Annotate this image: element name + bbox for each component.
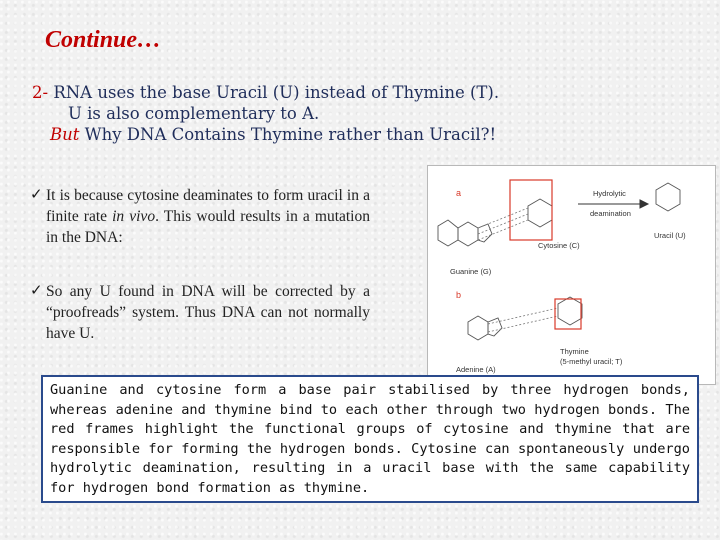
figure-caption: Guanine and cytosine form a base pair stabilised by three hydrogen bonds, whereas adenine and thymine bind to each other through two hydrogen bonds. The red frames highlight the functional groups of cytosine and thymine that are responsible for forming the hydrogen bonds. Cytosine can spontaneously undergo hydrolytic deamination, resulting in a uracil base with the same capability for hydrogen bond formation as thymine.: [41, 375, 699, 503]
checkmark-icon: ✓: [30, 187, 43, 203]
cytosine-red-frame: [510, 180, 552, 240]
point-line1-text: RNA uses the base Uracil (U) instead of Thymine (T).: [48, 83, 500, 102]
bullet-text-italic: in vivo: [112, 208, 156, 225]
bullet-text: [30, 185, 370, 248]
uracil-ring: [656, 183, 680, 211]
panel-a-label: a: [456, 188, 462, 198]
label-cytosine: Cytosine (C): [538, 241, 580, 250]
point-line-3: [32, 124, 552, 145]
label-guanine: Guanine (G): [450, 267, 492, 276]
label-uracil: Uracil (U): [654, 231, 686, 240]
label-deamination: deamination: [590, 209, 631, 218]
main-point: [32, 82, 552, 145]
slide-title: Continue…: [45, 27, 162, 53]
guanine-ring-5: [478, 224, 492, 242]
point-but: But: [50, 125, 80, 144]
cytosine-ring: [528, 199, 552, 227]
bullet-proofreading: [30, 281, 370, 344]
guanine-ring-6: [458, 222, 478, 246]
panel-b-label: b: [456, 290, 462, 300]
bullet-text-a: It is because cytosine deaminates to form uracil in a finite rate: [46, 187, 370, 225]
label-thymine-sub: (5-methyl uracil; T): [560, 357, 623, 366]
guanine-ring-extra: [438, 220, 458, 246]
thymine-ring: [558, 297, 582, 325]
adenine-ring-5: [488, 318, 502, 336]
label-thymine: Thymine: [560, 347, 589, 356]
bullet-text-b: . This would results in a mutation in the DNA:: [46, 208, 370, 246]
point-line-1: [32, 82, 552, 103]
bullet-text: So any U found in DNA will be corrected by a “proofreads” system. Thus DNA can not normally have U.: [46, 283, 370, 342]
adenine-ring-6: [468, 316, 488, 340]
bullet-deamination: [30, 185, 370, 248]
base-pair-figure: [427, 165, 716, 385]
label-adenine: Adenine (A): [456, 365, 496, 374]
point-question: Why DNA Contains Thymine rather than Uracil?!: [79, 125, 497, 144]
label-hydrolytic: Hydrolytic: [593, 189, 626, 198]
base-pair-diagram: [428, 166, 715, 384]
checkmark-icon: ✓: [30, 283, 43, 299]
point-number: 2-: [32, 83, 49, 102]
point-line-2: U is also complementary to A.: [68, 104, 320, 123]
